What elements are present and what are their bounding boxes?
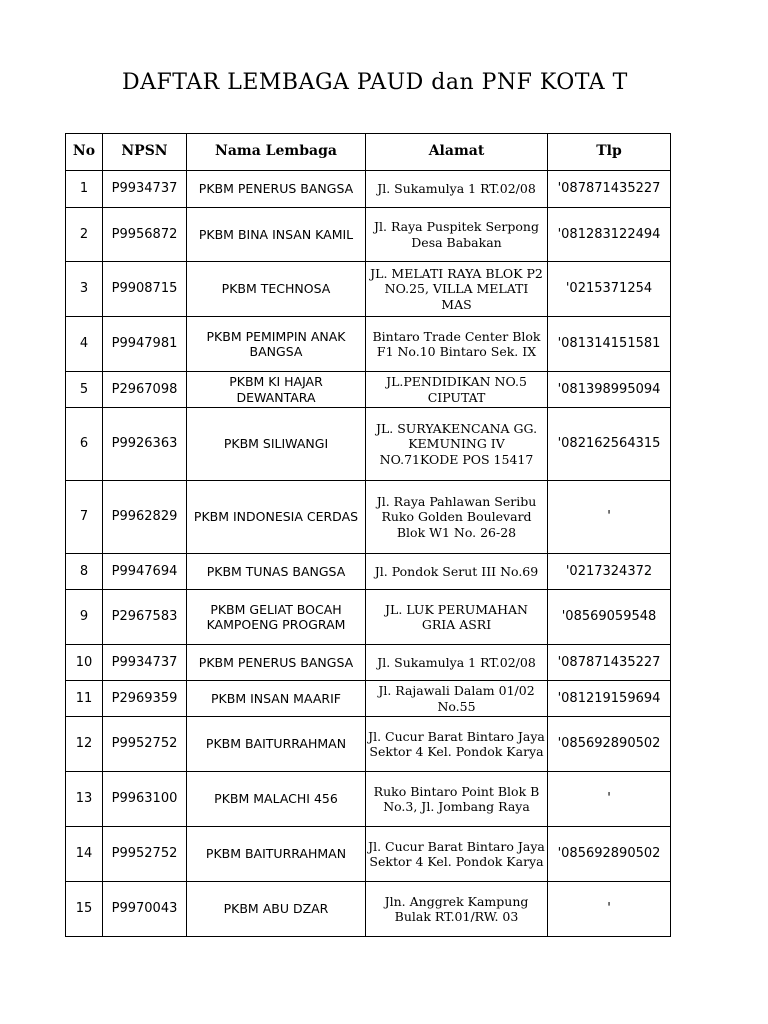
cell-alamat: Jl. Pondok Serut III No.69	[366, 554, 548, 590]
cell-npsn: P9908715	[103, 262, 187, 317]
cell-no: 10	[66, 645, 103, 681]
cell-alamat: Jl. Rajawali Dalam 01/02 No.55	[366, 681, 548, 717]
cell-tlp: '085692890502	[548, 717, 671, 772]
cell-nama-lembaga: PKBM KI HAJAR DEWANTARA	[187, 372, 366, 408]
cell-nama-lembaga: PKBM TECHNOSA	[187, 262, 366, 317]
cell-no: 2	[66, 208, 103, 262]
cell-nama-lembaga: PKBM MALACHI 456	[187, 772, 366, 827]
cell-npsn: P9963100	[103, 772, 187, 827]
cell-no: 14	[66, 827, 103, 882]
cell-npsn: P9956872	[103, 208, 187, 262]
table-row	[66, 772, 671, 827]
cell-alamat: Jl. Raya Pahlawan Seribu Ruko Golden Boulevard Blok W1 No. 26-28	[366, 481, 548, 554]
cell-nama-lembaga: PKBM BINA INSAN KAMIL	[187, 208, 366, 262]
header-tlp: Tlp	[548, 134, 671, 171]
cell-tlp: '082162564315	[548, 408, 671, 481]
header-nama-lembaga: Nama Lembaga	[187, 134, 366, 171]
institution-table	[65, 133, 671, 937]
cell-tlp: '085692890502	[548, 827, 671, 882]
table-row	[66, 481, 671, 554]
cell-alamat: Ruko Bintaro Point Blok B No.3, Jl. Jombang Raya	[366, 772, 548, 827]
cell-npsn: P9970043	[103, 882, 187, 937]
cell-alamat: Jl. Sukamulya 1 RT.02/08	[366, 645, 548, 681]
cell-npsn: P9926363	[103, 408, 187, 481]
cell-npsn: P9947694	[103, 554, 187, 590]
cell-npsn: P9962829	[103, 481, 187, 554]
cell-tlp: '081398995094	[548, 372, 671, 408]
cell-nama-lembaga: PKBM INDONESIA CERDAS	[187, 481, 366, 554]
cell-alamat: Bintaro Trade Center Blok F1 No.10 Bintaro Sek. IX	[366, 317, 548, 372]
table-row	[66, 208, 671, 262]
cell-nama-lembaga: PKBM BAITURRAHMAN	[187, 827, 366, 882]
cell-npsn: P2969359	[103, 681, 187, 717]
cell-no: 6	[66, 408, 103, 481]
cell-alamat: Jl. Raya Puspitek Serpong Desa Babakan	[366, 208, 548, 262]
cell-tlp: '0215371254	[548, 262, 671, 317]
page-title: DAFTAR LEMBAGA PAUD dan PNF KOTA T	[122, 70, 628, 95]
table-row	[66, 882, 671, 937]
cell-npsn: P9947981	[103, 317, 187, 372]
cell-nama-lembaga: PKBM SILIWANGI	[187, 408, 366, 481]
cell-no: 8	[66, 554, 103, 590]
cell-nama-lembaga: PKBM PENERUS BANGSA	[187, 171, 366, 208]
cell-tlp: '	[548, 772, 671, 827]
cell-nama-lembaga: PKBM ABU DZAR	[187, 882, 366, 937]
header-alamat: Alamat	[366, 134, 548, 171]
header-npsn: NPSN	[103, 134, 187, 171]
cell-nama-lembaga: PKBM PENERUS BANGSA	[187, 645, 366, 681]
cell-tlp: '081314151581	[548, 317, 671, 372]
cell-tlp: '081219159694	[548, 681, 671, 717]
cell-alamat: Jl. Sukamulya 1 RT.02/08	[366, 171, 548, 208]
cell-alamat: JL. SURYAKENCANA GG. KEMUNING IV NO.71KODE POS 15417	[366, 408, 548, 481]
cell-no: 15	[66, 882, 103, 937]
cell-nama-lembaga: PKBM BAITURRAHMAN	[187, 717, 366, 772]
cell-alamat: Jln. Anggrek Kampung Bulak RT.01/RW. 03	[366, 882, 548, 937]
cell-alamat: JL.PENDIDIKAN NO.5 CIPUTAT	[366, 372, 548, 408]
cell-tlp: '087871435227	[548, 645, 671, 681]
table-row	[66, 317, 671, 372]
table-row	[66, 408, 671, 481]
cell-no: 3	[66, 262, 103, 317]
cell-no: 13	[66, 772, 103, 827]
cell-npsn: P2967098	[103, 372, 187, 408]
table-row	[66, 827, 671, 882]
cell-npsn: P9952752	[103, 827, 187, 882]
cell-alamat: JL. MELATI RAYA BLOK P2 NO.25, VILLA MELATI MAS	[366, 262, 548, 317]
cell-no: 4	[66, 317, 103, 372]
cell-tlp: '	[548, 882, 671, 937]
cell-no: 9	[66, 590, 103, 645]
cell-no: 7	[66, 481, 103, 554]
cell-nama-lembaga: PKBM TUNAS BANGSA	[187, 554, 366, 590]
cell-tlp: '087871435227	[548, 171, 671, 208]
cell-npsn: P9934737	[103, 171, 187, 208]
cell-npsn: P2967583	[103, 590, 187, 645]
cell-alamat: JL. LUK PERUMAHAN GRIA ASRI	[366, 590, 548, 645]
table-row	[66, 262, 671, 317]
table-row	[66, 554, 671, 590]
table-header-row	[66, 134, 671, 171]
cell-no: 12	[66, 717, 103, 772]
cell-tlp: '	[548, 481, 671, 554]
table-row	[66, 717, 671, 772]
cell-nama-lembaga: PKBM PEMIMPIN ANAK BANGSA	[187, 317, 366, 372]
table-row	[66, 645, 671, 681]
cell-no: 11	[66, 681, 103, 717]
cell-npsn: P9934737	[103, 645, 187, 681]
header-no: No	[66, 134, 103, 171]
table-row	[66, 681, 671, 717]
cell-alamat: Jl. Cucur Barat Bintaro Jaya Sektor 4 Kel. Pondok Karya	[366, 717, 548, 772]
table-row	[66, 171, 671, 208]
cell-alamat: Jl. Cucur Barat Bintaro Jaya Sektor 4 Kel. Pondok Karya	[366, 827, 548, 882]
cell-tlp: '0217324372	[548, 554, 671, 590]
cell-nama-lembaga: PKBM INSAN MAARIF	[187, 681, 366, 717]
cell-tlp: '08569059548	[548, 590, 671, 645]
cell-no: 5	[66, 372, 103, 408]
table-row	[66, 372, 671, 408]
cell-npsn: P9952752	[103, 717, 187, 772]
cell-tlp: '081283122494	[548, 208, 671, 262]
table-row	[66, 590, 671, 645]
cell-nama-lembaga: PKBM GELIAT BOCAH KAMPOENG PROGRAM	[187, 590, 366, 645]
cell-no: 1	[66, 171, 103, 208]
